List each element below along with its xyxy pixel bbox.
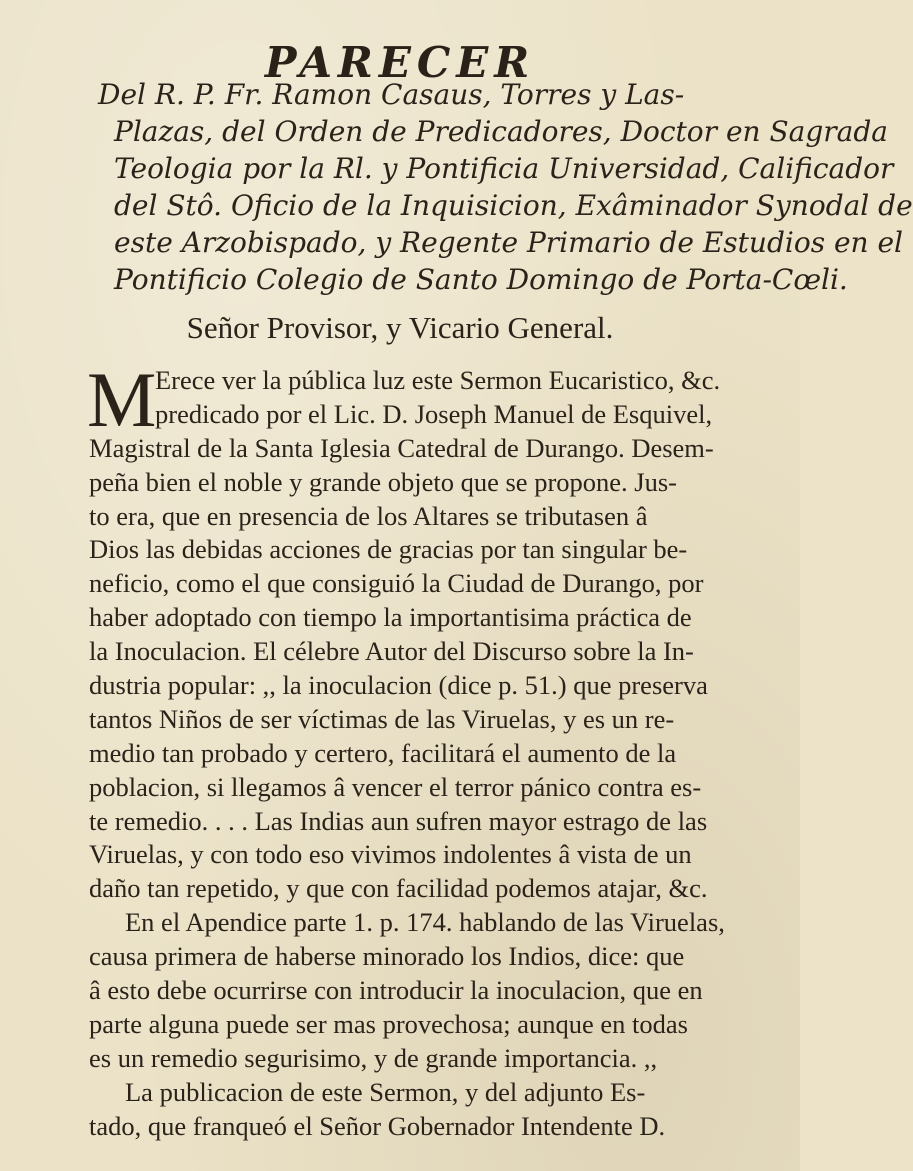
body-text bbox=[87, 356, 769, 1143]
body-line: Dios las debidas acciones de gracias por tan singular be- bbox=[89, 534, 688, 565]
intro-line: del Stô. Oficio de la Inquisicion, Exâminador Synodal de bbox=[114, 189, 913, 222]
body-line: predicado por el Lic. D. Joseph Manuel de Esquivel, bbox=[155, 398, 713, 429]
intro-line: Del R. P. Fr. Ramon Casaus, Torres y Las- bbox=[98, 78, 685, 111]
body-line: Magistral de la Santa Iglesia Catedral de Durango. Desem- bbox=[89, 432, 714, 463]
drop-cap: M bbox=[87, 356, 157, 443]
intro-line: este Arzobispado, y Regente Primario de Estudios en el bbox=[114, 226, 903, 259]
page-heading: PARECER bbox=[264, 38, 536, 87]
body-line: En el Apendice parte 1. p. 174. hablando de las Viruelas, bbox=[125, 907, 725, 938]
body-line: tado, que franqueó el Señor Gobernador Intendente D. bbox=[89, 1110, 666, 1141]
body-line: poblacion, si llegamos â vencer el terror pánico contra es- bbox=[89, 771, 702, 802]
intro-line: Plazas, del Orden de Predicadores, Doctor en Sagrada bbox=[114, 115, 888, 148]
body-line: neficio, como el que consiguió la Ciudad de Durango, por bbox=[89, 568, 704, 599]
body-line: es un remedio segurisimo, y de grande importancia. ,, bbox=[89, 1042, 658, 1073]
body-line: to era, que en presencia de los Altares se tributasen â bbox=[89, 500, 648, 531]
salutation: Señor Provisor, y Vicario General. bbox=[186, 310, 614, 345]
body-line: La publicacion de este Sermon, y del adjunto Es- bbox=[125, 1076, 646, 1107]
body-line: medio tan probado y certero, facilitará el aumento de la bbox=[89, 737, 677, 768]
body-line: haber adoptado con tiempo la importantisima práctica de bbox=[89, 602, 692, 633]
body-line: tantos Niños de ser víctimas de las Viruelas, y es un re- bbox=[89, 703, 675, 734]
body-line: la Inoculacion. El célebre Autor del Discurso sobre la In- bbox=[89, 636, 694, 667]
body-line: Viruelas, y con todo eso vivimos indolentes â vista de un bbox=[89, 839, 692, 870]
body-line: â esto debe ocurrirse con introducir la inoculacion, que en bbox=[89, 975, 703, 1006]
body-line: daño tan repetido, y que con facilidad podemos atajar, &c. bbox=[89, 873, 708, 904]
intro-line: Pontificio Colegio de Santo Domingo de Porta-Cœli. bbox=[114, 263, 848, 296]
intro-line: Teologia por la Rl. y Pontificia Universidad, Calificador bbox=[114, 152, 894, 185]
author-intro bbox=[84, 76, 913, 298]
body-line: peña bien el noble y grande objeto que se propone. Jus- bbox=[89, 466, 677, 497]
body-line: causa primera de haberse minorado los Indios, dice: que bbox=[89, 941, 685, 972]
body-line: dustria popular: ,, la inoculacion (dice p. 51.) que preserva bbox=[89, 670, 708, 701]
body-line: Erece ver la pública luz este Sermon Eucaristico, &c. bbox=[155, 365, 721, 395]
body-line: te remedio. . . . Las Indias aun sufren mayor estrago de las bbox=[89, 805, 708, 836]
body-line: parte alguna puede ser mas provechosa; aunque en todas bbox=[89, 1008, 688, 1039]
